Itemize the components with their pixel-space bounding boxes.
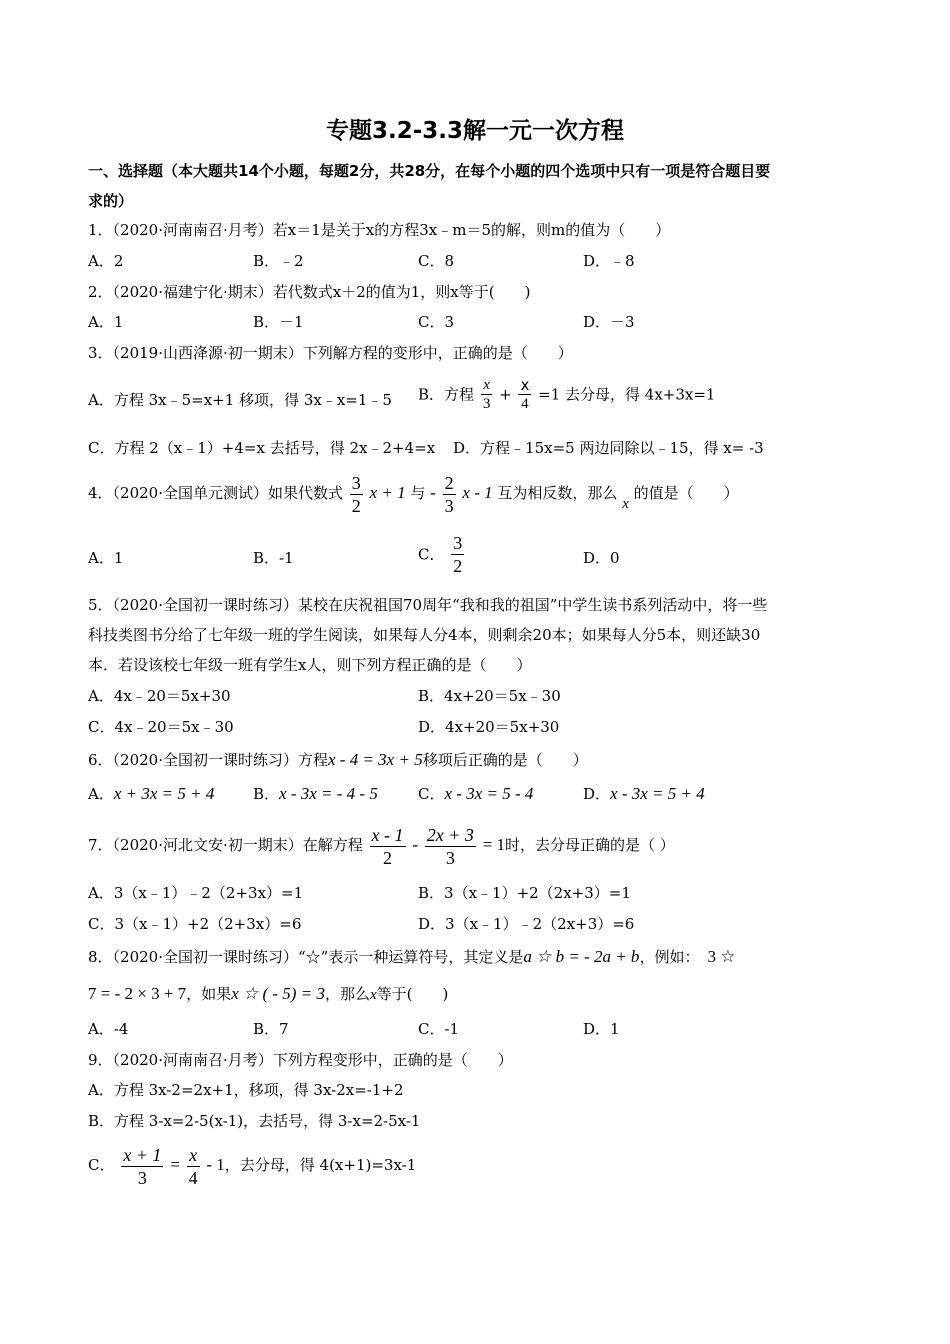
q4-num2: 2 xyxy=(444,472,454,493)
q4-minus: - xyxy=(430,483,436,502)
q7-minus: - xyxy=(412,835,418,854)
q6-option-b xyxy=(253,784,378,804)
q6-suffix: 移项后正确的是（ ） xyxy=(422,751,588,769)
q4-prefix: 4．（2020·全国单元测试）如果代数式 xyxy=(88,484,343,502)
q7-option-a: A．3（x﹣1）﹣2（2+3x）=1 xyxy=(88,884,304,902)
q6-b-expr: x - 3x = - 4 - 5 xyxy=(279,784,378,803)
q9-c-den1: 3 xyxy=(137,1167,147,1188)
q9-c-label: C． xyxy=(88,1156,115,1174)
q4-var: x xyxy=(622,496,629,512)
q8-example-2: 7 = - 2 × 3 + 7 xyxy=(88,984,187,1003)
q3-b-den2: 4 xyxy=(521,396,529,412)
question-8-line-2 xyxy=(88,984,448,1005)
q8-var: x xyxy=(369,987,377,1003)
q4-option-b: B．-1 xyxy=(253,549,294,567)
q3-b-suffix: =1 去分母，得 4x+3x=1 xyxy=(538,385,716,404)
q2-option-b: B．－1 xyxy=(253,313,304,331)
q7-eq: = 1 xyxy=(482,835,506,854)
q7-den1: 2 xyxy=(383,847,393,868)
q8-definition: a ☆ b = - 2a + b xyxy=(523,947,640,966)
q4-c-num: 3 xyxy=(453,533,463,553)
q9-option-c xyxy=(88,1142,416,1189)
q2-option-d: D．－3 xyxy=(583,313,635,331)
q4-option-c xyxy=(418,532,466,577)
q7-fraction-1 xyxy=(370,824,406,869)
q6-d-label: D． xyxy=(583,785,611,803)
q9-c-fraction-1 xyxy=(121,1144,163,1189)
q6-c-label: C． xyxy=(418,785,445,803)
question-5-line-1: 5．（2020·全国初一课时练习）某校在庆祝祖国70周年“我和我的祖国”中学生读书系列活动中，将一些 xyxy=(88,596,768,614)
q8-prefix: 8．（2020·全国初一课时练习）“☆”表示一种运算符号，其定义是 xyxy=(88,948,524,966)
q9-c-tail: - 1 xyxy=(206,1155,225,1174)
question-2: 2．（2020·福建宁化·期末）若代数式x＋2的值为1，则x等于( ) xyxy=(88,283,531,301)
q8-example-1: 3 ☆ xyxy=(707,947,736,966)
q7-fraction-2 xyxy=(425,824,476,869)
q9-c-num1: x + 1 xyxy=(123,1144,162,1165)
q4-expr2: x - 1 xyxy=(462,483,493,502)
q7-suffix: 时，去分母正确的是（ ） xyxy=(505,836,675,854)
q1-option-c: C．8 xyxy=(418,252,455,270)
question-3: 3．（2019·山西洚源·初一期末）下列解方程的变形中，正确的是（ ） xyxy=(88,344,573,362)
q5-option-a: A．4x﹣20＝5x+30 xyxy=(88,687,231,705)
q3-b-num1: x xyxy=(481,376,493,395)
q4-expr1: x + 1 xyxy=(369,483,406,502)
q3-b-fraction-1 xyxy=(481,376,493,413)
q7-option-d: D．3（x﹣1）﹣2（2x+3）=6 xyxy=(418,915,635,933)
q2-option-a: A．1 xyxy=(88,313,124,331)
q4-fraction-1 xyxy=(350,472,363,517)
q6-equation: x - 4 = 3x + 5 xyxy=(328,750,423,769)
page-title: 专题3.2-3.3解一元一次方程 xyxy=(325,118,625,144)
q1-option-b: B．﹣2 xyxy=(253,252,304,270)
q1-option-a: A．2 xyxy=(88,252,124,270)
q6-option-a xyxy=(88,784,214,804)
q8-option-d: D．1 xyxy=(583,1020,620,1038)
q5-option-c: C．4x﹣20＝5x﹣30 xyxy=(88,718,234,736)
q3-b-fraction-2 xyxy=(518,376,531,413)
q8-option-a: A．-4 xyxy=(88,1020,129,1038)
q8-mid-2: ，如果 xyxy=(186,985,232,1003)
q7-option-c: C．3（x﹣1）+2（2+3x）=6 xyxy=(88,915,302,933)
question-1: 1．（2020·河南南召·月考）若x＝1是关于x的方程3x﹣m＝5的解，则m的值为（ ） xyxy=(88,221,671,239)
q4-suffix-2: 的值是（ ） xyxy=(633,484,739,502)
q4-suffix: 互为相反数，那么 xyxy=(497,484,618,502)
q6-option-d xyxy=(583,784,705,804)
q7-option-b: B．3（x﹣1）+2（2x+3）=1 xyxy=(418,884,631,902)
q6-b-label: B． xyxy=(253,785,280,803)
q3-option-c: C．方程 2（x﹣1）+4=x 去括号，得 2x﹣2+4=x xyxy=(88,439,436,457)
q4-option-a: A．1 xyxy=(88,549,124,567)
q8-suffix-2: 等于( ) xyxy=(376,985,449,1003)
q4-den1: 2 xyxy=(351,495,361,516)
q3-option-a: A．方程 3x﹣5=x+1 移项，得 3x﹣x=1﹣5 xyxy=(88,391,392,409)
q7-num2: 2x + 3 xyxy=(426,824,474,845)
q9-option-b: B．方程 3-x=2-5(x-1)，去括号，得 3-x=2-5x-1 xyxy=(88,1112,421,1130)
q4-mid: 与 xyxy=(410,484,426,502)
q8-condition: x ☆ ( - 5) = 3 xyxy=(231,984,325,1003)
q3-b-num2: x xyxy=(520,376,530,394)
q8-suffix: ，那么 xyxy=(324,985,370,1003)
q4-den2: 3 xyxy=(444,495,454,516)
q3-b-den1: 3 xyxy=(482,396,491,412)
q7-den2: 3 xyxy=(445,847,455,868)
q4-fraction-2 xyxy=(443,472,456,517)
question-8-line-1 xyxy=(88,947,735,967)
q3-option-b xyxy=(418,376,715,413)
q6-a-expr: x + 3x = 5 + 4 xyxy=(113,784,215,803)
q7-num1: x - 1 xyxy=(371,824,404,845)
q9-c-suffix: ，去分母，得 4(x+1)=3x-1 xyxy=(224,1156,417,1174)
q5-option-d: D．4x+20＝5x+30 xyxy=(418,718,560,736)
q4-c-fraction xyxy=(451,532,464,577)
q4-option-d: D．0 xyxy=(583,549,620,567)
q4-num1: 3 xyxy=(351,472,361,493)
section-heading-cont: 求的） xyxy=(88,192,134,210)
section-heading: 一、选择题（本大题共14个小题，每题2分，共28分，在每个小题的四个选项中只有一项是符合题目要 xyxy=(88,162,771,180)
q4-c-den: 2 xyxy=(453,556,463,576)
q6-prefix: 6．（2020·全国初一课时练习）方程 xyxy=(88,751,328,769)
q6-c-expr: x - 3x = 5 - 4 xyxy=(444,784,534,803)
q9-c-fraction-2 xyxy=(187,1144,200,1189)
question-5-line-2: 科技类图书分给了七年级一班的学生阅读，如果每人分4本，则剩余20本；如果每人分5本，则还缺30 xyxy=(88,626,761,644)
q8-option-b: B．7 xyxy=(253,1020,289,1038)
q9-option-a: A．方程 3x-2=2x+1，移项，得 3x-2x=-1+2 xyxy=(88,1081,404,1099)
q8-mid: ，例如： xyxy=(639,948,700,966)
question-4 xyxy=(88,470,739,527)
q1-option-d: D．﹣8 xyxy=(583,252,635,270)
q6-option-c xyxy=(418,784,533,804)
q7-prefix: 7．（2020·河北文安·初一期末）在解方程 xyxy=(88,836,363,854)
question-5-line-3: 本．若设该校七年级一班有学生x人，则下列方程正确的是（ ） xyxy=(88,656,532,674)
q3-b-plus: + xyxy=(499,385,512,404)
q9-c-num2: x xyxy=(187,1144,200,1167)
q9-c-eq: = xyxy=(170,1155,180,1174)
question-7 xyxy=(88,820,675,870)
question-9: 9．（2020·河南南召·月考）下列方程变形中，正确的是（ ） xyxy=(88,1051,513,1069)
question-6 xyxy=(88,750,588,770)
q8-option-c: C．-1 xyxy=(418,1020,460,1038)
q4-c-label: C． xyxy=(418,545,445,564)
q9-c-den2: 4 xyxy=(188,1167,198,1188)
q5-option-b: B．4x+20＝5x﹣30 xyxy=(418,687,561,705)
q3-option-d: D．方程﹣15x=5 两边同除以﹣15，得 x= -3 xyxy=(453,439,764,457)
q6-a-label: A． xyxy=(88,785,114,803)
q6-d-expr: x - 3x = 5 + 4 xyxy=(610,784,705,803)
q3-b-prefix: B．方程 xyxy=(418,385,475,404)
q2-option-c: C．3 xyxy=(418,313,455,331)
